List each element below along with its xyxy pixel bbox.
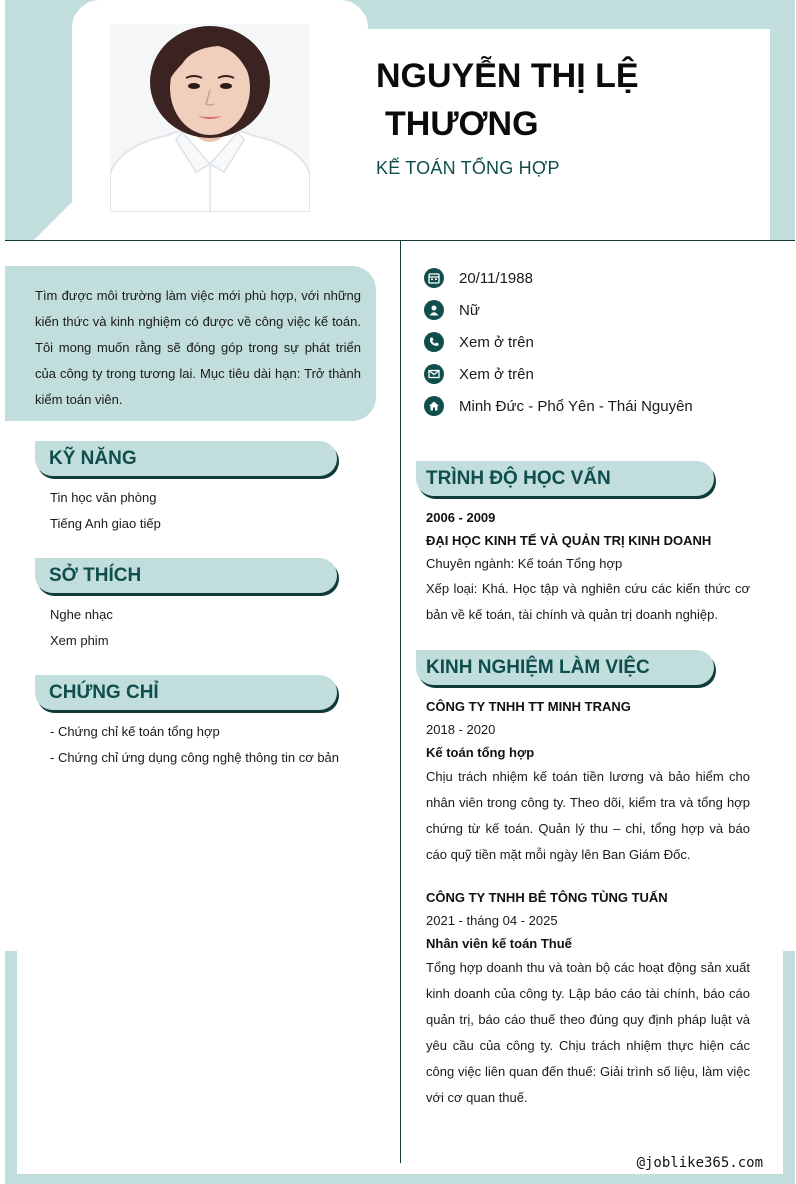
list-item: - Chứng chỉ kế toán tổng hợp	[50, 724, 220, 739]
list-item: Nghe nhạc	[50, 607, 113, 622]
experience-heading-label: KINH NGHIỆM LÀM VIỆC	[426, 657, 650, 678]
list-item: Tiếng Anh giao tiếp	[50, 516, 161, 531]
experience-period: 2018 - 2020	[426, 722, 496, 737]
contact-birthday-text: 20/11/1988	[459, 269, 533, 287]
contact-phone-text: Xem ở trên	[459, 333, 534, 351]
hobbies-heading-label: SỞ THÍCH	[49, 565, 142, 586]
footer-watermark: @joblike365.com	[636, 1155, 763, 1171]
experience-company: CÔNG TY TNHH TT MINH TRANG	[426, 699, 631, 714]
education-entry	[426, 506, 750, 628]
experience-company: CÔNG TY TNHH BÊ TÔNG TÙNG TUẤN	[426, 890, 668, 905]
skills-heading	[35, 441, 337, 476]
mail-icon	[424, 364, 444, 384]
calendar-icon	[424, 268, 444, 288]
experience-period: 2021 - tháng 04 - 2025	[426, 913, 558, 928]
education-detail: Xếp loại: Khá. Học tập và nghiên cứu các kiến thức cơ bản về kế toán, tài chính và quản trị doanh nghiệp.	[426, 581, 750, 622]
hobbies-heading	[35, 558, 337, 593]
footer-frame-right	[783, 951, 795, 1184]
career-objective	[5, 266, 376, 421]
hobbies-list	[50, 602, 113, 654]
list-item: Xem phim	[50, 633, 109, 648]
contact-address-text: Minh Đức - Phổ Yên - Thái Nguyên	[459, 397, 693, 415]
experience-entry	[426, 886, 750, 1111]
career-objective-text: Tìm được môi trường làm việc mới phù hợp, với những kiến thức và kinh nghiệm có được về công việc kế toán. Tôi mong muốn rằng sẽ đóng góp trong sự phát triển của công ty trong tương lai. Mục tiêu dài hạn: Trở thành kiểm toán viên.	[35, 288, 361, 407]
certificates-heading-label: CHỨNG CHỈ	[49, 682, 159, 703]
experience-description: Chịu trách nhiệm kế toán tiền lương và bảo hiểm cho nhân viên trong công ty. Theo dõi, kiểm tra và tổng hợp chứng từ kế toán. Quản lý thu – chi, tổng hợp và báo cáo quỹ tiền mặt mỗi ngày lên Ban Giám Đốc.	[426, 769, 750, 862]
profile-photo	[110, 24, 310, 212]
experience-description: Tổng hợp doanh thu và toàn bộ các hoạt động sản xuất kinh doanh của công ty. Lập báo cáo tài chính, báo cáo quản trị, báo cáo thuế theo đúng quy định pháp luật và yêu cầu của công ty. Chịu trách nhiệm thực hiện các công việc liên quan đến thuế: Giải trình số liệu, làm việc với cơ quan thuế.	[426, 960, 750, 1105]
education-period: 2006 - 2009	[426, 510, 496, 525]
education-heading-label: TRÌNH ĐỘ HỌC VẤN	[426, 468, 611, 489]
list-item: Tin học văn phòng	[50, 490, 157, 505]
contact-email	[424, 364, 534, 384]
column-divider	[400, 241, 401, 1163]
list-item: - Chứng chỉ ứng dụng công nghệ thông tin cơ bản	[50, 750, 340, 765]
experience-position: Nhân viên kế toán Thuế	[426, 936, 572, 951]
certificates-heading	[35, 675, 337, 710]
skills-list	[50, 485, 161, 537]
candidate-name-line2: THƯƠNG	[385, 105, 539, 143]
contact-address	[424, 396, 693, 416]
experience-entry	[426, 695, 750, 868]
education-heading	[416, 461, 714, 496]
skills-heading-label: KỸ NĂNG	[49, 448, 137, 469]
candidate-name-line1: NGUYỄN THỊ LỆ	[376, 57, 639, 95]
education-school: ĐẠI HỌC KINH TẾ VÀ QUẢN TRỊ KINH DOANH	[426, 533, 712, 548]
candidate-name	[376, 52, 756, 148]
certificates-list	[50, 719, 339, 771]
phone-icon	[424, 332, 444, 352]
contact-phone	[424, 332, 534, 352]
education-major: Chuyên ngành: Kế toán Tổng hợp	[426, 556, 623, 571]
contact-birthday	[424, 268, 533, 288]
home-icon	[424, 396, 444, 416]
footer-frame-left	[5, 951, 17, 1184]
job-title: KẾ TOÁN TỔNG HỢP	[376, 158, 560, 178]
contact-gender-text: Nữ	[459, 301, 480, 319]
footer-frame-bottom	[5, 1174, 795, 1184]
experience-heading	[416, 650, 714, 685]
contact-gender	[424, 300, 480, 320]
experience-position: Kế toán tổng hợp	[426, 745, 535, 760]
contact-email-text: Xem ở trên	[459, 365, 534, 383]
header-corner-decoration	[34, 195, 79, 240]
person-icon	[424, 300, 444, 320]
